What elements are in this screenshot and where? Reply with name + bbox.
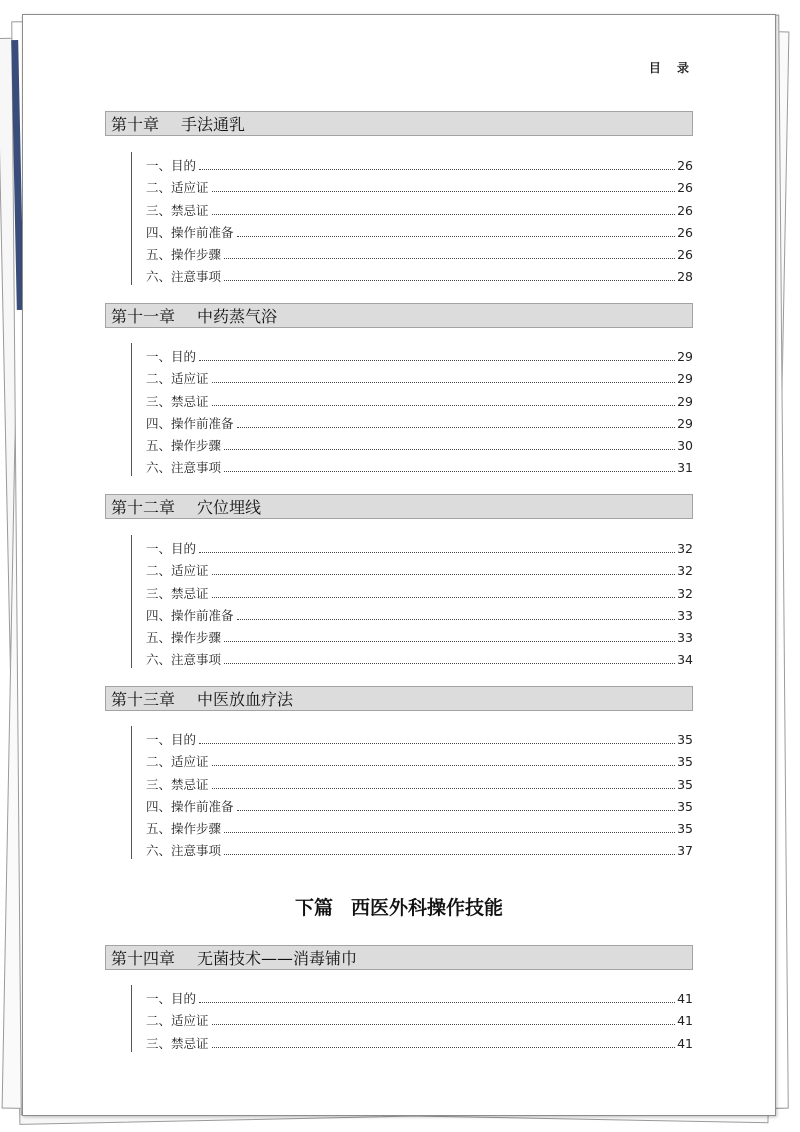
- chapter-heading-13[interactable]: [105, 686, 693, 711]
- dot-leader: [199, 360, 675, 361]
- chapter-title: 穴位埋线: [197, 498, 262, 517]
- chapter-number: 第十章: [111, 115, 160, 134]
- dot-leader: [199, 169, 675, 170]
- toc-entry[interactable]: [132, 579, 693, 601]
- entry-page: 35: [677, 820, 693, 836]
- toc-entry[interactable]: [132, 985, 693, 1007]
- chapter-title: 中药蒸气浴: [197, 307, 278, 326]
- dot-leader: [199, 743, 675, 744]
- entry-page: 32: [677, 541, 693, 557]
- entry-page: 35: [677, 776, 693, 792]
- chapter-entries-14: [131, 985, 693, 1052]
- entry-label: 三、禁忌证: [146, 776, 209, 792]
- dot-leader: [212, 1047, 676, 1048]
- chapter-entries-13: [131, 726, 693, 859]
- toc-entry[interactable]: [132, 1029, 693, 1051]
- toc-entry[interactable]: [132, 263, 693, 285]
- toc-entry[interactable]: [132, 387, 693, 409]
- chapter-heading-11[interactable]: [105, 303, 693, 328]
- entry-page: 26: [677, 202, 693, 218]
- dot-leader: [224, 641, 675, 642]
- entry-page: 34: [677, 652, 693, 668]
- entry-label: 六、注意事项: [146, 460, 222, 476]
- dot-leader: [224, 471, 675, 472]
- part-label: 下篇: [294, 897, 333, 919]
- entry-page: 29: [677, 393, 693, 409]
- entry-page: 32: [677, 563, 693, 579]
- entry-page: 35: [677, 798, 693, 814]
- dot-leader: [212, 765, 676, 766]
- entry-page: 29: [677, 371, 693, 387]
- entry-label: 五、操作步骤: [146, 246, 222, 262]
- dot-leader: [199, 552, 675, 553]
- entry-page: 41: [677, 991, 693, 1007]
- toc-entry[interactable]: [132, 602, 693, 624]
- entry-page: 33: [677, 629, 693, 645]
- toc-entry[interactable]: [132, 624, 693, 646]
- toc-entry[interactable]: [132, 219, 693, 241]
- dot-leader: [212, 405, 676, 406]
- toc-entry[interactable]: [132, 454, 693, 476]
- chapter-heading-10[interactable]: [105, 111, 693, 136]
- entry-label: 二、适应证: [146, 754, 209, 770]
- part-title: [23, 893, 775, 920]
- chapter-number: 第十二章: [111, 498, 176, 517]
- part-name: 西医外科操作技能: [351, 897, 504, 919]
- dot-leader: [212, 1024, 676, 1025]
- chapter-title: 手法通乳: [181, 115, 246, 134]
- toc-entry[interactable]: [132, 837, 693, 859]
- toc-entry[interactable]: [132, 557, 693, 579]
- dot-leader: [212, 574, 676, 575]
- entry-label: 一、目的: [146, 732, 197, 748]
- entry-page: 33: [677, 607, 693, 623]
- entry-page: 35: [677, 754, 693, 770]
- chapter-heading-14[interactable]: [105, 945, 693, 970]
- entry-page: 41: [677, 1013, 693, 1029]
- chapter-number: 第十一章: [111, 307, 176, 326]
- toc-entry[interactable]: [132, 174, 693, 196]
- entry-label: 四、操作前准备: [146, 607, 234, 623]
- chapter-number: 第十四章: [111, 949, 176, 968]
- dot-leader: [224, 854, 675, 855]
- toc-entry[interactable]: [132, 196, 693, 218]
- running-header: 目 录: [648, 61, 695, 75]
- entry-page: 29: [677, 415, 693, 431]
- entry-page: 30: [677, 437, 693, 453]
- entry-label: 三、禁忌证: [146, 1035, 209, 1051]
- dot-leader: [224, 663, 675, 664]
- entry-page: 26: [677, 180, 693, 196]
- toc-entry[interactable]: [132, 770, 693, 792]
- entry-label: 一、目的: [146, 541, 197, 557]
- entry-label: 六、注意事项: [146, 652, 222, 668]
- entry-label: 五、操作步骤: [146, 629, 222, 645]
- entry-page: 28: [677, 269, 693, 285]
- entry-page: 29: [677, 349, 693, 365]
- dot-leader: [224, 280, 675, 281]
- dot-leader: [237, 236, 676, 237]
- toc-entry[interactable]: [132, 365, 693, 387]
- dot-leader: [212, 382, 676, 383]
- entry-label: 四、操作前准备: [146, 224, 234, 240]
- toc-entry[interactable]: [132, 535, 693, 557]
- toc-entry[interactable]: [132, 410, 693, 432]
- entry-label: 五、操作步骤: [146, 820, 222, 836]
- entry-label: 五、操作步骤: [146, 437, 222, 453]
- entry-label: 四、操作前准备: [146, 415, 234, 431]
- dot-leader: [224, 832, 675, 833]
- dot-leader: [237, 810, 676, 811]
- chapter-title: 中医放血疗法: [197, 690, 294, 709]
- toc-entry[interactable]: [132, 432, 693, 454]
- dot-leader: [237, 619, 676, 620]
- entry-page: 26: [677, 246, 693, 262]
- dot-leader: [224, 258, 675, 259]
- toc-page: [22, 14, 776, 1116]
- toc-entry[interactable]: [132, 343, 693, 365]
- entry-label: 四、操作前准备: [146, 798, 234, 814]
- toc-entry[interactable]: [132, 152, 693, 174]
- entry-label: 二、适应证: [146, 371, 209, 387]
- dot-leader: [212, 597, 676, 598]
- dot-leader: [212, 788, 676, 789]
- chapter-entries-11: [131, 343, 693, 476]
- entry-label: 二、适应证: [146, 563, 209, 579]
- entry-label: 六、注意事项: [146, 269, 222, 285]
- entry-label: 二、适应证: [146, 180, 209, 196]
- toc-entry[interactable]: [132, 815, 693, 837]
- entry-page: 32: [677, 585, 693, 601]
- toc-entry[interactable]: [132, 748, 693, 770]
- chapter-entries-10: [131, 152, 693, 285]
- dot-leader: [237, 427, 676, 428]
- entry-label: 三、禁忌证: [146, 393, 209, 409]
- entry-page: 37: [677, 843, 693, 859]
- entry-label: 二、适应证: [146, 1013, 209, 1029]
- dot-leader: [212, 214, 676, 215]
- entry-label: 一、目的: [146, 158, 197, 174]
- entry-page: 35: [677, 732, 693, 748]
- entry-label: 一、目的: [146, 991, 197, 1007]
- dot-leader: [199, 1002, 675, 1003]
- chapter-title: 无菌技术——消毒铺巾: [197, 949, 358, 968]
- entry-label: 六、注意事项: [146, 843, 222, 859]
- toc-entry[interactable]: [132, 726, 693, 748]
- entry-page: 41: [677, 1035, 693, 1051]
- chapter-entries-12: [131, 535, 693, 668]
- dot-leader: [224, 449, 675, 450]
- entry-label: 三、禁忌证: [146, 202, 209, 218]
- chapter-number: 第十三章: [111, 690, 176, 709]
- toc-entry[interactable]: [132, 793, 693, 815]
- toc-entry[interactable]: [132, 646, 693, 668]
- toc-entry[interactable]: [132, 241, 693, 263]
- entry-page: 26: [677, 158, 693, 174]
- entry-label: 三、禁忌证: [146, 585, 209, 601]
- entry-page: 26: [677, 224, 693, 240]
- toc-entry[interactable]: [132, 1007, 693, 1029]
- entry-label: 一、目的: [146, 349, 197, 365]
- dot-leader: [212, 191, 676, 192]
- chapter-heading-12[interactable]: [105, 494, 693, 519]
- entry-page: 31: [677, 460, 693, 476]
